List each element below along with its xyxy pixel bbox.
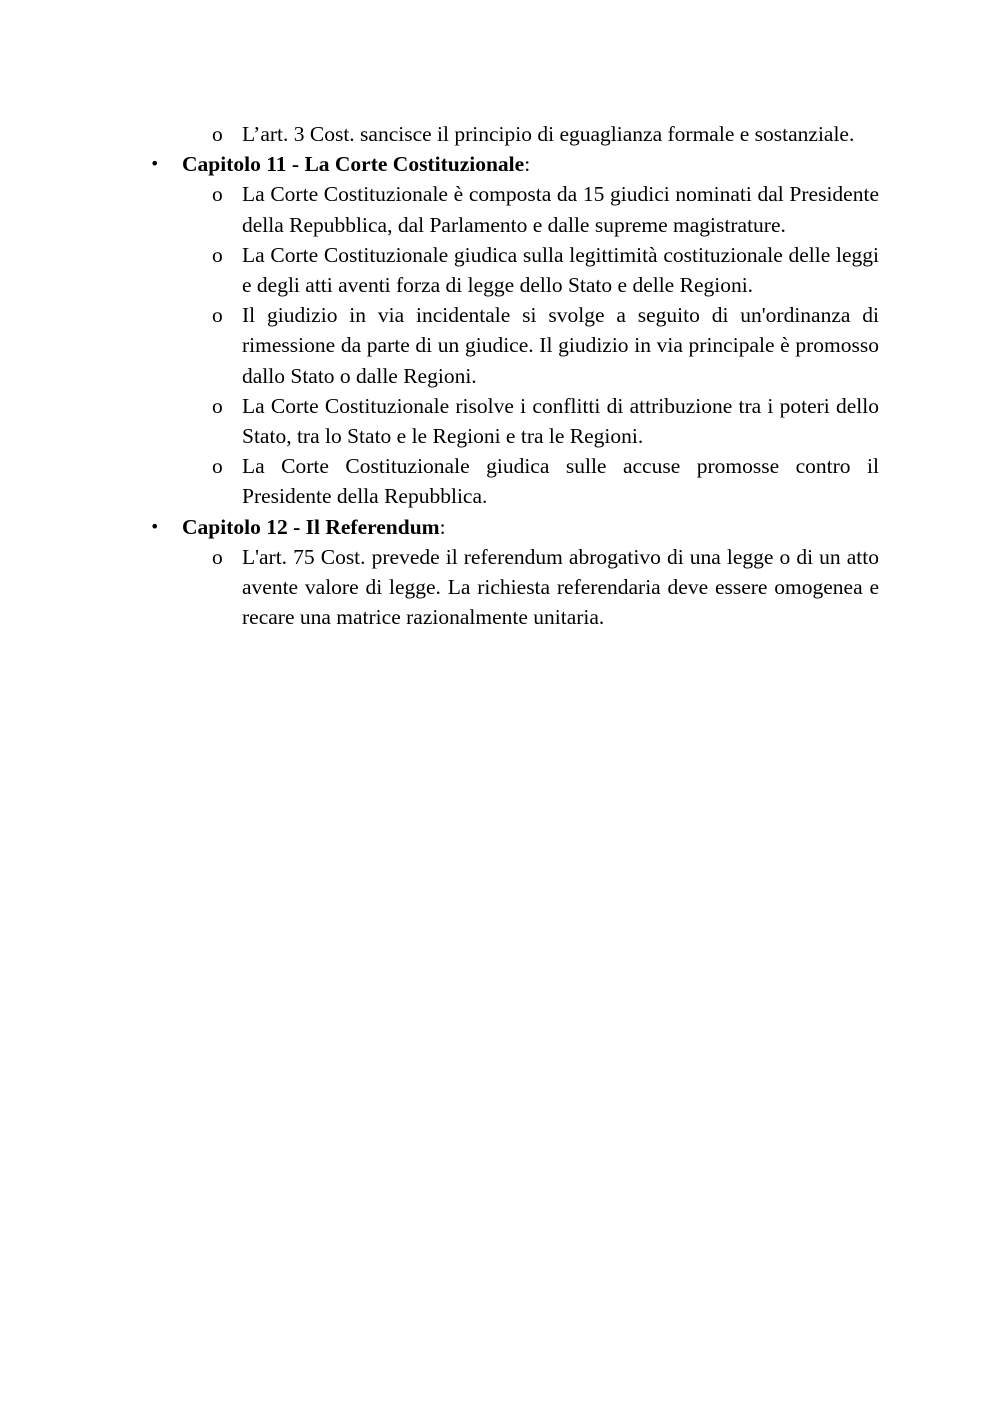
chapter-heading: [150, 512, 1000, 542]
circle-bullet-icon: o: [212, 544, 223, 569]
list-item-text: L'art. 75 Cost. prevede il referendum abrogativo di una legge o di un atto avente valore di legge. La richiesta referendaria deve essere omogenea e recare una matrice razionalmente unitaria.: [242, 544, 879, 630]
chapter-heading: [150, 149, 1000, 179]
circle-bullet-icon: o: [212, 182, 223, 207]
list-item: [212, 119, 879, 149]
document-page: [0, 119, 1000, 632]
circle-bullet-icon: o: [212, 242, 223, 267]
chapter-points: [0, 542, 1000, 633]
list-item-text: L’art. 3 Cost. sancisce il principio di eguaglianza formale e sostanziale.: [242, 122, 855, 146]
chapter-list: [0, 149, 1000, 632]
chapter-12: [0, 512, 1000, 633]
list-item: [212, 451, 879, 511]
chapter-title: Capitolo 11 - La Corte Costituzionale: [182, 152, 525, 177]
bullet-icon: •: [150, 516, 160, 536]
circle-bullet-icon: o: [212, 454, 223, 479]
list-item-text: Il giudizio in via incidentale si svolge a seguito di un'ordinanza di rimessione da parte di un giudice. Il giudizio in via principale è promosso dallo Stato o dalle Regioni.: [242, 303, 879, 388]
chapter-title: Capitolo 12 - Il Referendum: [182, 514, 440, 539]
circle-bullet-icon: o: [212, 122, 223, 146]
chapter-points: [0, 179, 1000, 511]
list-item: [212, 240, 879, 300]
chapter-title-suffix: :: [439, 514, 446, 539]
list-item: [212, 300, 879, 391]
list-item: [212, 542, 879, 633]
circle-bullet-icon: o: [212, 303, 223, 328]
continuation-list: [0, 119, 1000, 149]
chapter-11: [0, 149, 1000, 511]
list-item-text: La Corte Costituzionale è composta da 15 giudici nominati dal Presidente della Repubblica, dal Parlamento e dalle supreme magistrature.: [242, 182, 879, 237]
chapter-title-suffix: :: [524, 152, 531, 177]
list-item-text: La Corte Costituzionale giudica sulle accuse promosse contro il Presidente della Repubblica.: [242, 454, 879, 509]
list-item: [212, 391, 879, 451]
circle-bullet-icon: o: [212, 393, 223, 418]
list-item: [212, 179, 879, 239]
list-item-text: La Corte Costituzionale giudica sulla legittimità costituzionale delle leggi e degli atti aventi forza di legge dello Stato e delle Regioni.: [242, 242, 879, 298]
list-item-text: La Corte Costituzionale risolve i conflitti di attribuzione tra i poteri dello Stato, tra lo Stato e le Regioni e tra le Regioni.: [242, 393, 879, 449]
bullet-icon: •: [150, 154, 160, 174]
